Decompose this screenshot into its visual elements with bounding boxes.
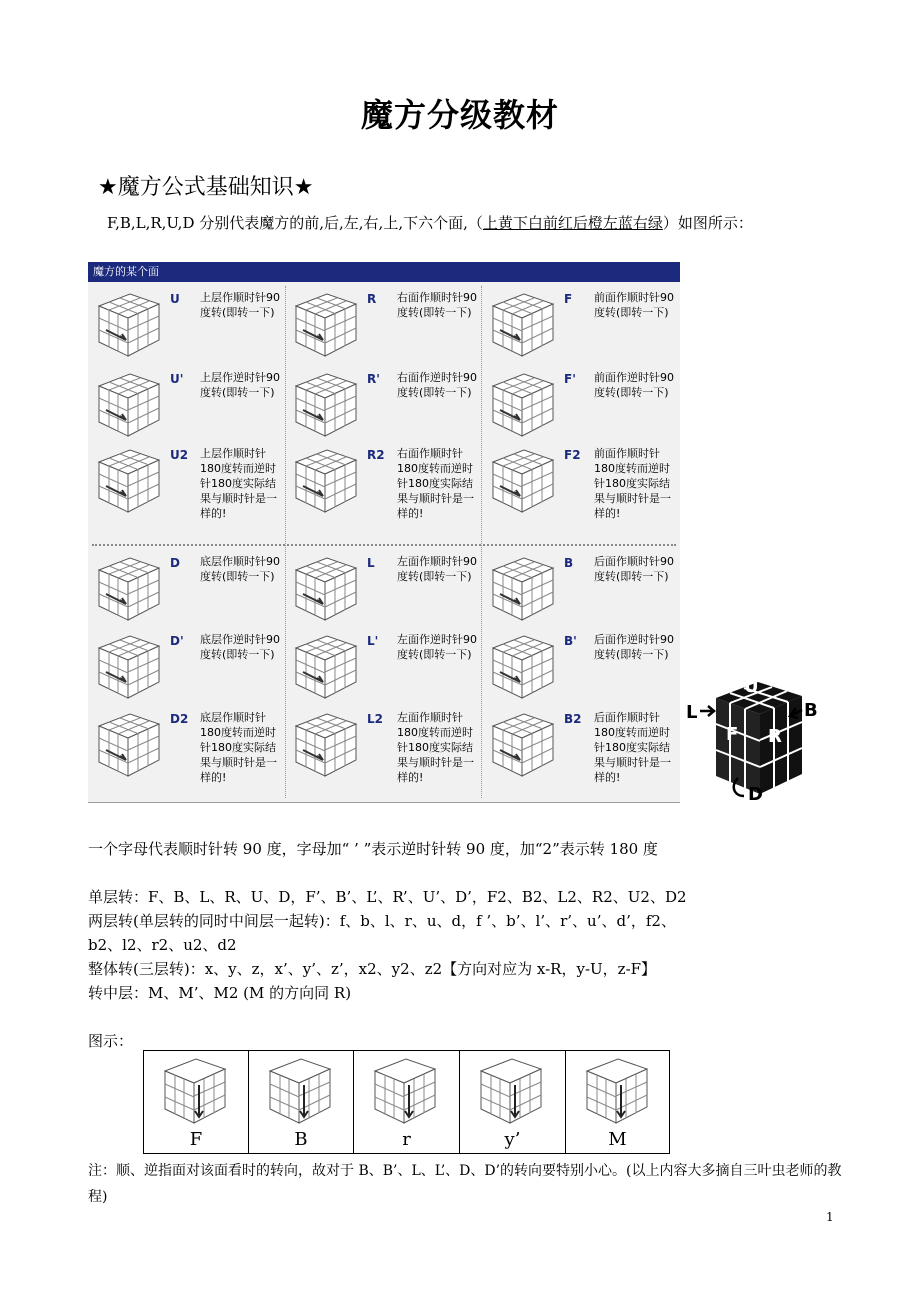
- orientation-cube-icon: [686, 678, 826, 806]
- footnote: 注：顺、逆指面对该面看时的转向，故对于 B、B’、L、L’、D、D’的转向要特别小心。(以上内容大多摘自三叶虫老师的教程): [88, 1163, 842, 1205]
- notation-table-header: 魔方的某个面: [88, 262, 680, 282]
- notation-code: D: [170, 556, 180, 570]
- notation-description: 上层作逆时针90度转(即转一下): [200, 371, 280, 399]
- intro-text: [107, 212, 753, 233]
- notation-code: U: [170, 292, 180, 306]
- notation-code: F': [564, 372, 576, 386]
- cube-icon: [293, 446, 359, 514]
- cube-label-r: R: [768, 726, 782, 747]
- cube-icon: [293, 632, 359, 700]
- diagram-label: 图示：: [88, 1032, 134, 1050]
- paragraph-single-layer: 单层转：F、B、L、R、U、D，F’、B’、L’、R’、U’、D’，F2、B2、L2、R2、U2、D2: [88, 888, 687, 906]
- notation-code: B: [564, 556, 574, 570]
- notation-cell: [285, 286, 481, 366]
- cube-move-icon: [162, 1055, 228, 1125]
- diagram-label-text: B: [294, 1129, 308, 1150]
- notation-cell: [285, 706, 481, 786]
- notation-cell: [88, 628, 284, 708]
- cube-icon: [293, 710, 359, 778]
- notation-code: B': [564, 634, 577, 648]
- cube-label-f: F: [726, 724, 739, 745]
- notation-description: 右面作逆时针90度转(即转一下): [397, 371, 477, 399]
- cube-icon: [96, 446, 162, 514]
- cube-label-b: B: [804, 700, 818, 721]
- notation-description: 底层作逆时针90度转(即转一下): [200, 633, 280, 661]
- page-number: 1: [826, 1210, 834, 1224]
- notation-code: R2: [367, 448, 385, 462]
- notation-cell: [482, 706, 678, 786]
- notation-code: F2: [564, 448, 581, 462]
- cube-move-icon: [584, 1055, 650, 1125]
- notation-cell: [88, 706, 284, 786]
- notation-description: 上层作顺时针180度转而逆时针180度实际结果与顺时针是一样的!: [200, 447, 277, 520]
- cube-move-icon: [478, 1055, 544, 1125]
- paragraph-whole-cube: 整体转(三层转)：x、y、z，x’、y’、z’，x2、y2、z2【方向对应为 x-R，y-U，z-F】: [88, 960, 657, 978]
- page-title: 魔方分级教材: [360, 96, 559, 134]
- intro-underlined: 上黄下白前红后橙左蓝右绿: [482, 214, 663, 232]
- notation-cell: [285, 442, 481, 522]
- notation-description: 右面作顺时针180度转而逆时针180度实际结果与顺时针是一样的!: [397, 447, 474, 520]
- notation-description: 底层作顺时针90 度转(即转一下): [200, 555, 280, 583]
- notation-code: U2: [170, 448, 189, 462]
- cube-label-u: U: [744, 678, 759, 697]
- notation-description: 底层作顺时针180度转而逆时针180度实际结果与顺时针是一样的!: [200, 711, 277, 784]
- notation-description: 前面作顺时针180度转而逆时针180度实际结果与顺时针是一样的!: [594, 447, 671, 520]
- notation-table-body: [88, 282, 680, 802]
- cube-icon: [490, 710, 556, 778]
- group-divider: [92, 544, 676, 546]
- notation-cell: [88, 366, 284, 446]
- cube-icon: [293, 554, 359, 622]
- notation-table: [88, 262, 680, 804]
- cube-icon: [96, 710, 162, 778]
- notation-cell: [482, 442, 678, 522]
- cube-icon: [293, 290, 359, 358]
- cube-icon: [490, 290, 556, 358]
- notation-cell: [482, 366, 678, 446]
- notation-description: 后面作顺时针180度转而逆时针180度实际结果与顺时针是一样的!: [594, 711, 671, 784]
- notation-description: 前面作顺时针90度转(即转一下): [594, 291, 674, 319]
- cube-move-icon: [267, 1055, 333, 1125]
- paragraph-two-layer: 两层转(单层转的同时中间层一起转)：f、b、l、r、u、d，f ’、b’、l’、r’、u’、d’，f2、: [88, 912, 676, 930]
- cube-icon: [96, 632, 162, 700]
- cube-icon: [96, 554, 162, 622]
- intro-after: ）如图所示：: [662, 214, 753, 232]
- notation-cell: [482, 550, 678, 630]
- notation-code: F: [564, 292, 573, 306]
- notation-code: D2: [170, 712, 189, 726]
- diagram-label-text: y’: [504, 1129, 521, 1150]
- notation-description: 后面作顺时针90度转(即转一下): [594, 555, 674, 583]
- notation-cell: [285, 628, 481, 708]
- cube-icon: [490, 446, 556, 514]
- notation-code: R: [367, 292, 377, 306]
- notation-description: 右面作顺时针90度转(即转一下): [397, 291, 477, 319]
- notation-cell: [285, 366, 481, 446]
- notation-code: D': [170, 634, 184, 648]
- diagram-label-text: F: [189, 1129, 203, 1150]
- notation-code: U': [170, 372, 184, 386]
- notation-description: 上层作顺时针90 度转(即转一下): [200, 291, 280, 319]
- cube-icon: [96, 290, 162, 358]
- diagram-cell: [566, 1051, 669, 1153]
- notation-code: B2: [564, 712, 582, 726]
- notation-cell: [88, 286, 284, 366]
- notation-description: 左面作逆时针90度转(即转一下): [397, 633, 477, 661]
- diagram-table: [143, 1050, 670, 1154]
- diagram-cell: [460, 1051, 566, 1153]
- notation-description: 前面作逆时针90度转(即转一下): [594, 371, 674, 399]
- notation-cell: [285, 550, 481, 630]
- section-heading: ★魔方公式基础知识★: [98, 175, 314, 200]
- cube-icon: [96, 370, 162, 438]
- notation-code: L: [367, 556, 375, 570]
- table-bottom-line: [88, 802, 680, 803]
- notation-description: 后面作逆时针90度转(即转一下): [594, 633, 674, 661]
- notation-code: R': [367, 372, 380, 386]
- cube-move-icon: [372, 1055, 438, 1125]
- cube-icon: [490, 554, 556, 622]
- cube-label-d: D: [748, 784, 763, 805]
- diagram-label-text: r: [402, 1129, 411, 1150]
- cube-icon: [490, 632, 556, 700]
- notation-description: 左面作顺时针180度转而逆时针180度实际结果与顺时针是一样的!: [397, 711, 474, 784]
- diagram-label-text: M: [608, 1129, 627, 1150]
- notation-cell: [88, 442, 284, 522]
- diagram-cell: [144, 1051, 249, 1153]
- intro-before: F,B,L,R,U,D 分别代表魔方的前,后,左,右,上,下六个面,（: [107, 214, 483, 232]
- notation-cell: [482, 286, 678, 366]
- diagram-cell: [249, 1051, 354, 1153]
- paragraph-two-layer-cont: b2、l2、r2、u2、d2: [88, 936, 237, 954]
- paragraph-notation: 一个字母代表顺时针转 90 度，字母加“ ’ ”表示逆时针转 90 度，加“2”表示转 180 度: [88, 840, 658, 858]
- diagram-cell: [354, 1051, 460, 1153]
- cube-icon: [490, 370, 556, 438]
- cube-icon: [293, 370, 359, 438]
- notation-cell: [482, 628, 678, 708]
- paragraph-middle-layer: 转中层：M、M’、M2 (M 的方向同 R): [88, 984, 352, 1002]
- notation-code: L2: [367, 712, 383, 726]
- notation-cell: [88, 550, 284, 630]
- notation-description: 左面作顺时针90度转(即转一下): [397, 555, 477, 583]
- notation-code: L': [367, 634, 379, 648]
- cube-label-l: L: [686, 702, 698, 723]
